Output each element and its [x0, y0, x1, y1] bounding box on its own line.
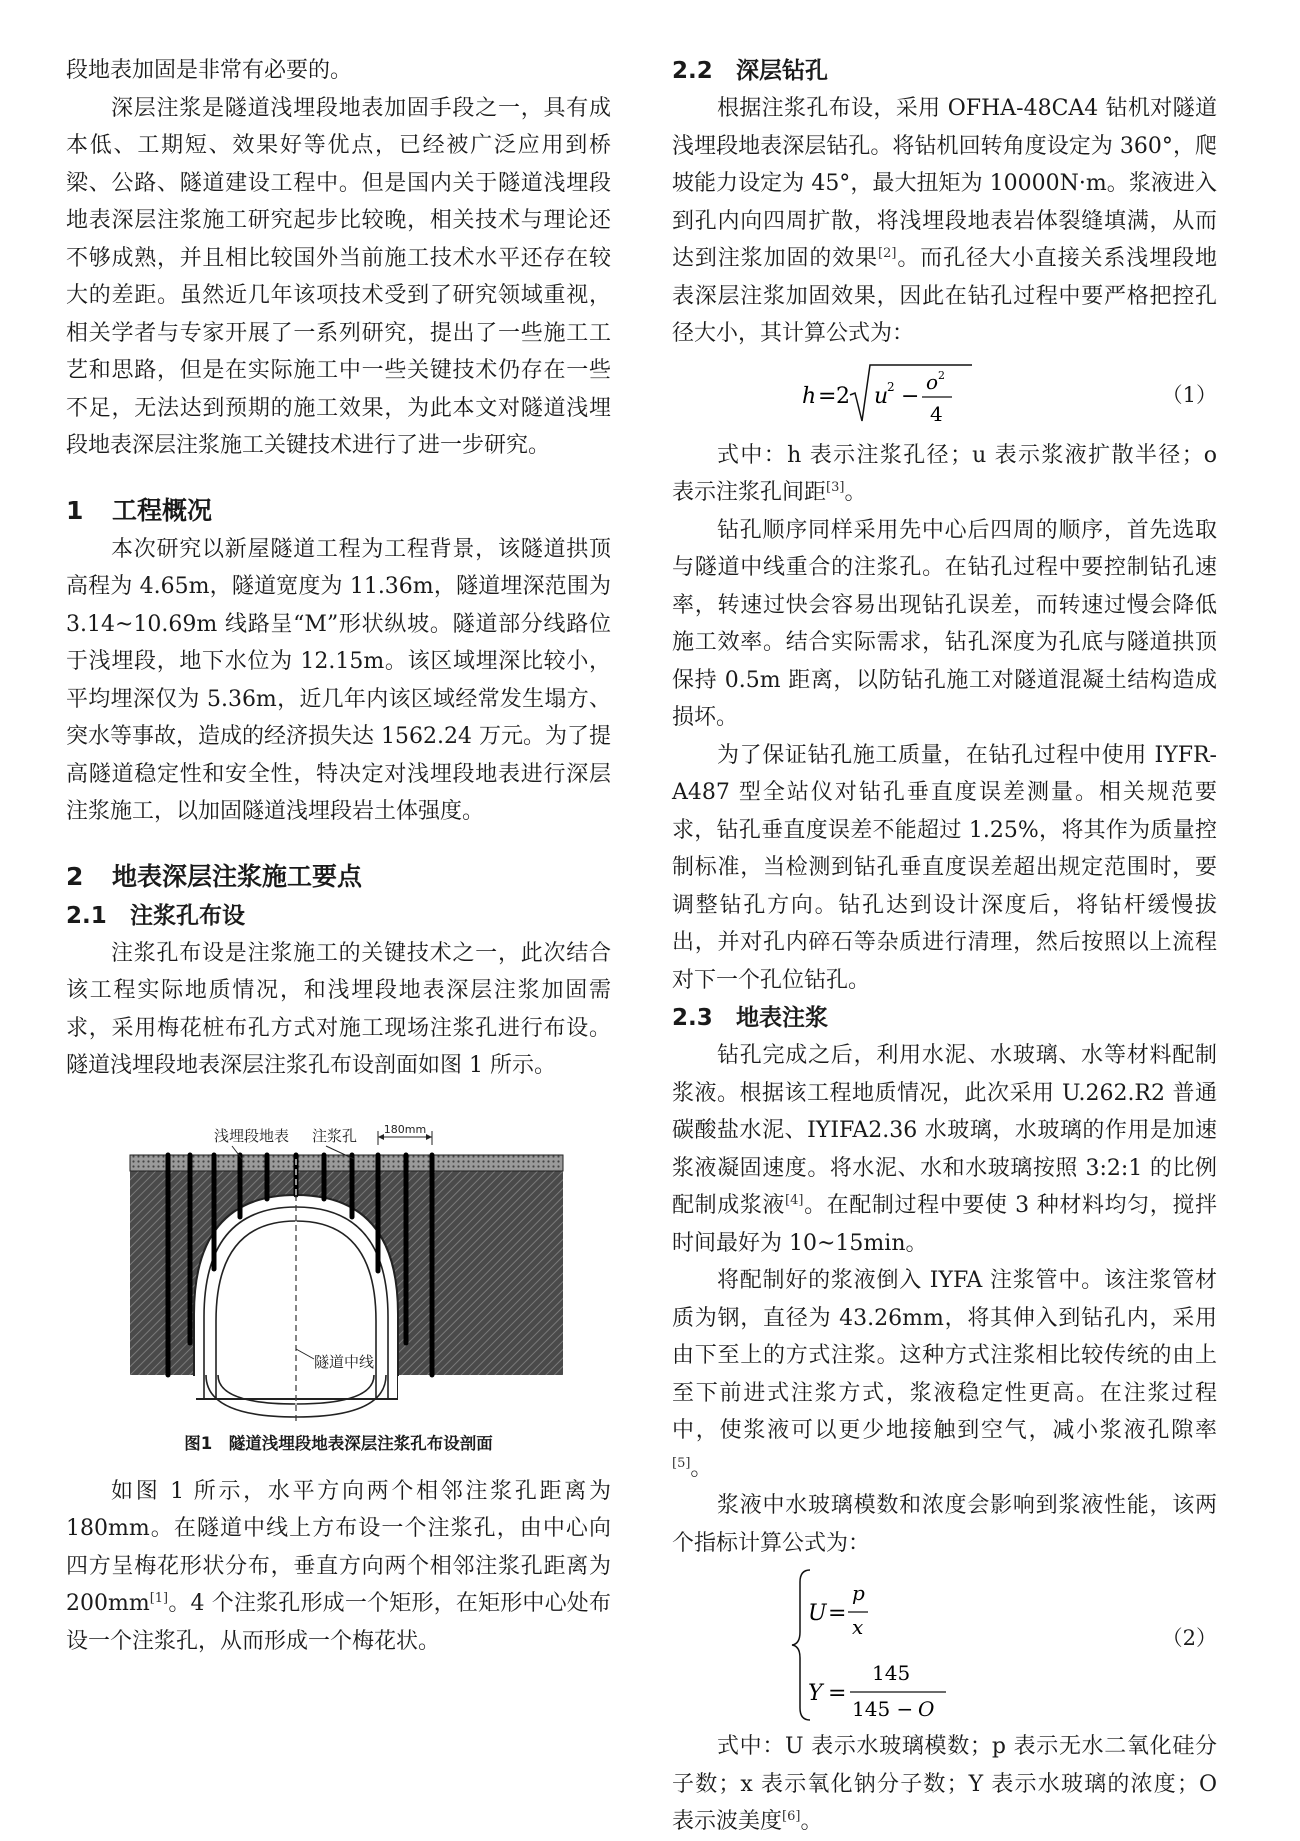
left-column — [66, 52, 611, 1660]
svg-text:4: 4 — [930, 401, 943, 426]
reference-6[interactable]: [6] — [782, 1809, 801, 1824]
paragraph-intro-end: 段地表加固是非常有必要的。 — [66, 58, 353, 83]
tunnel-section-diagram — [66, 1099, 611, 1429]
paragraph-slurry-prep — [672, 1037, 1217, 1262]
paragraph-figure-explanation-text-end: 。4 个注浆孔形成一个矩形，在矩形中心处布设一个注浆孔，从而形成一个梅花状。 — [66, 1591, 611, 1654]
label-centerline: 隧道中线 — [314, 1352, 375, 1371]
section-2-3-title: 地表注浆 — [736, 1005, 828, 1031]
paragraph-eq1-symbols-text: 式中：h 表示注浆孔径；u 表示浆液扩散半径；o 表示注浆孔间距 — [672, 442, 1217, 505]
svg-text:=: = — [828, 1681, 847, 1706]
section-2-1-title: 注浆孔布设 — [130, 902, 245, 929]
svg-text:o: o — [926, 369, 939, 394]
paragraph-slurry-prep-text: 钻孔完成之后，利用水泥、水玻璃、水等材料配制浆液。根据该工程地质情况，此次采用 U.262.R2 普通碳酸盐水泥、IYIFA2.36 水玻璃，水玻璃的作用是加速浆液凝固速度。将水泥、水和水玻璃按照 3:2:1 的比例配制成浆液 — [672, 1043, 1217, 1218]
section-1-title: 工程概况 — [112, 495, 213, 525]
svg-text:h: h — [802, 383, 817, 409]
reference-4[interactable]: [4] — [785, 1193, 804, 1208]
section-2-1-heading — [66, 897, 611, 935]
section-2-number: 2 — [66, 861, 84, 891]
equation-2-number: （2） — [1161, 1626, 1217, 1650]
svg-text:x: x — [852, 1615, 864, 1639]
figure-1-caption: 图1 隧道浅埋段地表深层注浆孔布设剖面 — [184, 1433, 493, 1453]
equation-2-formula — [788, 1562, 1048, 1728]
right-column — [672, 52, 1217, 1841]
svg-text:=: = — [828, 1601, 847, 1626]
paragraph-deep-drilling — [672, 90, 1217, 353]
paragraph-grouting-pipe-text-end: 。 — [690, 1455, 713, 1481]
paragraph-eq1-symbols-text-end: 。 — [844, 480, 867, 505]
svg-text:Y: Y — [808, 1681, 823, 1706]
paragraph-deep-drilling-text: 根据注浆孔布设，采用 OFHA-48CA4 钻机对隧道浅埋段地表深层钻孔。将钻机回转角度设定为 360°，爬坡能力设定为 45°，最大扭矩为 10000N·m。浆液进入到孔内向四周扩散，将浅埋段地表岩体裂缝填满，从而达到注浆加固的效果 — [672, 96, 1217, 271]
paragraph-figure-explanation — [66, 1473, 611, 1661]
paragraph-project-overview: 本次研究以新屋隧道工程为工程背景，该隧道拱顶高程为 4.65m，隧道宽度为 11.36m，隧道埋深范围为 3.14~10.69m 线路呈“M”形状纵坡。隧道部分线路位于浅埋段，地下水位为 12.15m。该区域埋深比较小，平均埋深仅为 5.36m，近几年内该区域经常发生塌方、突水等事故，造成的经济损失达 1562.24 万元。为了提高隧道稳定性和安全性，特决定对浅埋段地表进行深层注浆施工，以加固隧道浅埋段岩土体强度。 — [66, 536, 611, 824]
svg-text:145 −: 145 − — [852, 1697, 914, 1721]
svg-text:p: p — [852, 1581, 865, 1605]
paragraph-figure-explanation-text: 如图 1 所示，水平方向两个相邻注浆孔距离为 180mm。在隧道中线上方布设一个注浆孔，由中心向四方呈梅花形状分布，垂直方向两个相邻注浆孔距离为 200mm — [66, 1478, 611, 1616]
reference-1[interactable]: [1] — [149, 1591, 169, 1606]
svg-text:145: 145 — [872, 1661, 911, 1685]
label-spacing: 180mm — [383, 1122, 427, 1136]
section-2-1-number: 2.1 — [66, 902, 107, 929]
reference-3[interactable]: [3] — [826, 480, 845, 495]
figure-1 — [66, 1099, 611, 1429]
svg-text:−: − — [901, 383, 920, 409]
paragraph-eq1-symbols — [672, 437, 1217, 512]
section-2-2-number: 2.2 — [672, 58, 713, 84]
paragraph-drilling-quality: 为了保证钻孔施工质量，在钻孔过程中使用 IYFR-A487 型全站仪对钻孔垂直度误差测量。相关规范要求，钻孔垂直度误差不能超过 1.25%，将其作为质量控制标准，当检测到钻孔垂直度误差超出规定范围时，要调整钻孔方向。钻孔达到设计深度后，将钻杆缓慢拔出，并对孔内碎石等杂质进行清理，然后按照以上流程对下一个孔位钻孔。 — [672, 742, 1217, 993]
paragraph-water-glass-intro: 浆液中水玻璃模数和浓度会影响到浆液性能，该两个指标计算公式为： — [672, 1493, 1217, 1556]
paragraph-drilling-order: 钻孔顺序同样采用先中心后四周的顺序，首先选取与隧道中线重合的注浆孔。在钻孔过程中要控制钻孔速率，转速过快会容易出现钻孔误差，而转速过慢会降低施工效率。结合实际需求，钻孔深度为孔底与隧道拱顶保持 0.5m 距离，以防钻孔施工对隧道混凝土结构造成损坏。 — [672, 517, 1217, 730]
equation-1-number: （1） — [1161, 382, 1217, 407]
paragraph-deep-drilling-text-end: 。而孔径大小直接关系浅埋段地表深层注浆加固效果，因此在钻孔过程中要严格把控孔径大小，其计算公式为： — [672, 246, 1217, 346]
section-2-3-number: 2.3 — [672, 1005, 713, 1031]
svg-text:2: 2 — [938, 368, 945, 382]
paragraph-grouting-pipe-text: 将配制好的浆液倒入 IYFA 注浆管中。该注浆管材质为钢，直径为 43.26mm，将其伸入到钻孔内，采用由下至上的方式注浆。这种方式注浆相比较传统的由上至下前进式注浆方式，浆液稳定性更高。在注浆过程中，使浆液可以更少地接触到空气，减小浆液孔隙率 — [672, 1268, 1217, 1443]
section-2-2-title: 深层钻孔 — [736, 58, 828, 84]
svg-text:U: U — [808, 1601, 827, 1626]
svg-text:u: u — [874, 383, 889, 409]
svg-text:2: 2 — [836, 383, 850, 409]
label-hole: 注浆孔 — [312, 1126, 358, 1145]
section-2-3-heading — [672, 999, 1217, 1037]
svg-text:2: 2 — [887, 379, 895, 394]
label-surface: 浅埋段地表 — [214, 1126, 290, 1145]
equation-2 — [672, 1562, 1217, 1728]
svg-text:=: = — [818, 383, 837, 409]
paragraph-deep-grouting: 深层注浆是隧道浅埋段地表加固手段之一，具有成本低、工期短、效果好等优点，已经被广泛应用到桥梁、公路、隧道建设工程中。但是国内关于隧道浅埋段地表深层注浆施工研究起步比较晚，相关技术与理论还不够成熟，并且相比较国外当前施工技术水平还存在较大的差距。虽然近几年该项技术受到了研究领域重视，相关学者与专家开展了一系列研究，提出了一些施工工艺和思路，但是在实际施工中一些关键技术仍存在一些不足，无法达到预期的施工效果，为此本文对隧道浅埋段地表深层注浆施工关键技术进行了进一步研究。 — [66, 95, 611, 458]
paragraph-slurry-prep-text-end: 。在配制过程中要使 3 种材料均匀，搅拌时间最好为 10~15min。 — [672, 1193, 1217, 1256]
section-2-title: 地表深层注浆施工要点 — [112, 861, 363, 891]
paragraph-hole-layout: 注浆孔布设是注浆施工的关键技术之一，此次结合该工程实际地质情况，和浅埋段地表深层注浆加固需求，采用梅花桩布孔方式对施工现场注浆孔进行布设。隧道浅埋段地表深层注浆孔布设剖面如图 1 所示。 — [66, 940, 611, 1078]
paragraph-eq2-symbols — [672, 1728, 1217, 1841]
reference-5[interactable]: [5] — [672, 1455, 691, 1471]
section-1-heading — [66, 491, 611, 531]
equation-1 — [672, 353, 1217, 437]
section-2-heading — [66, 857, 611, 897]
section-1-number: 1 — [66, 495, 84, 525]
paragraph-eq2-symbols-text: 式中：U 表示水玻璃模数；p 表示无水二氧化硅分子数；x 表示氧化钠分子数；Y 表示水玻璃的浓度；O 表示波美度 — [672, 1734, 1217, 1834]
svg-text:O: O — [918, 1697, 935, 1721]
paragraph-eq2-symbols-text-end: 。 — [800, 1809, 823, 1834]
reference-2[interactable]: [2] — [878, 246, 897, 261]
surface-layer — [130, 1155, 563, 1171]
section-2-2-heading — [672, 52, 1217, 90]
equation-1-formula — [802, 353, 1102, 437]
paragraph-grouting-pipe — [672, 1262, 1217, 1487]
